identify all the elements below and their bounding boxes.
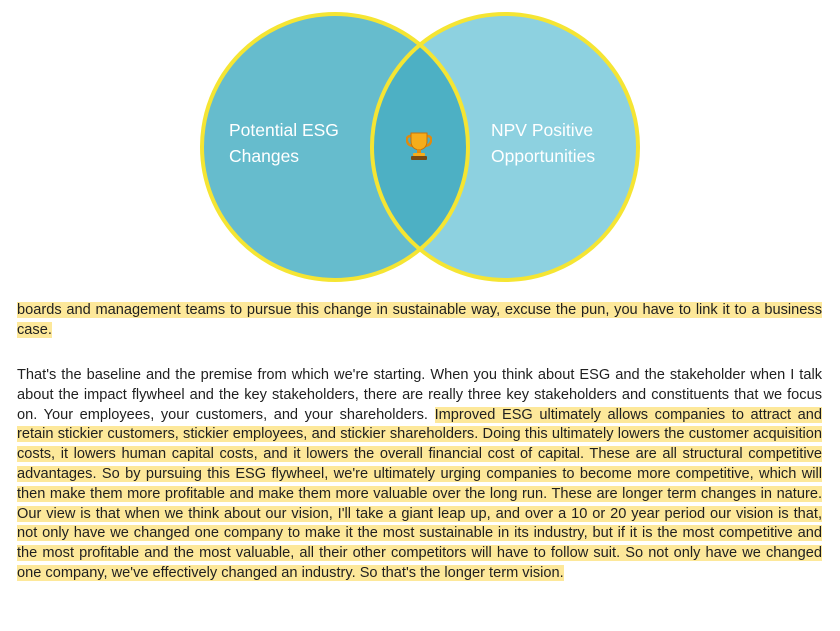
highlighted-text: Improved ESG ultimately allows companies to attract and retain stickier customers, stickier employees, and stickier shareholders. Doing this ultimately lowers the customer acquisition costs, it lowers human capital costs, and it lowers the overall financial cost of capital. These are all structural competitive advantages. So by pursuing this ESG flywheel, we're ultimately urging companies to become more competitive, which will then make them more profitable and make them more valuable over the long run. These are longer term changes in nature. Our view is that when we think about our vision, I'll take a giant leap up, and over a 10 or 20 year period our vision is that, not only have we changed one company to make it the most sustainable in its industry, but if it is the most competitive and the most profitable and the most valuable, all their other competitors will have to follow suit. So not only have we changed one company, we've effectively changed an industry. So that's the longer term vision.: [17, 406, 822, 581]
highlighted-text: boards and management teams to pursue this change in sustainable way, excuse the pun, you have to link it to a business case.: [17, 302, 822, 338]
plain-text: That's the baseline and the premise from which we're starting. When you think about ESG and the stakeholder when I talk about the impact flywheel and the key stakeholders, there are really three key stakeholders and constituents that we focus on. Your employees, your customers, and your shareholders.: [17, 367, 822, 423]
right-circle-label: [491, 117, 595, 169]
paragraph-1: [17, 301, 822, 341]
trophy-icon: [406, 131, 432, 161]
left-label-line-2: Changes: [229, 146, 300, 166]
right-label-line-2: Opportunities: [491, 146, 596, 166]
paragraph-2: [17, 366, 822, 584]
venn-diagram: [0, 0, 840, 290]
left-label-line-1: Potential ESG: [229, 120, 339, 140]
left-circle-label: [229, 117, 339, 169]
right-label-line-1: NPV Positive: [491, 120, 594, 140]
